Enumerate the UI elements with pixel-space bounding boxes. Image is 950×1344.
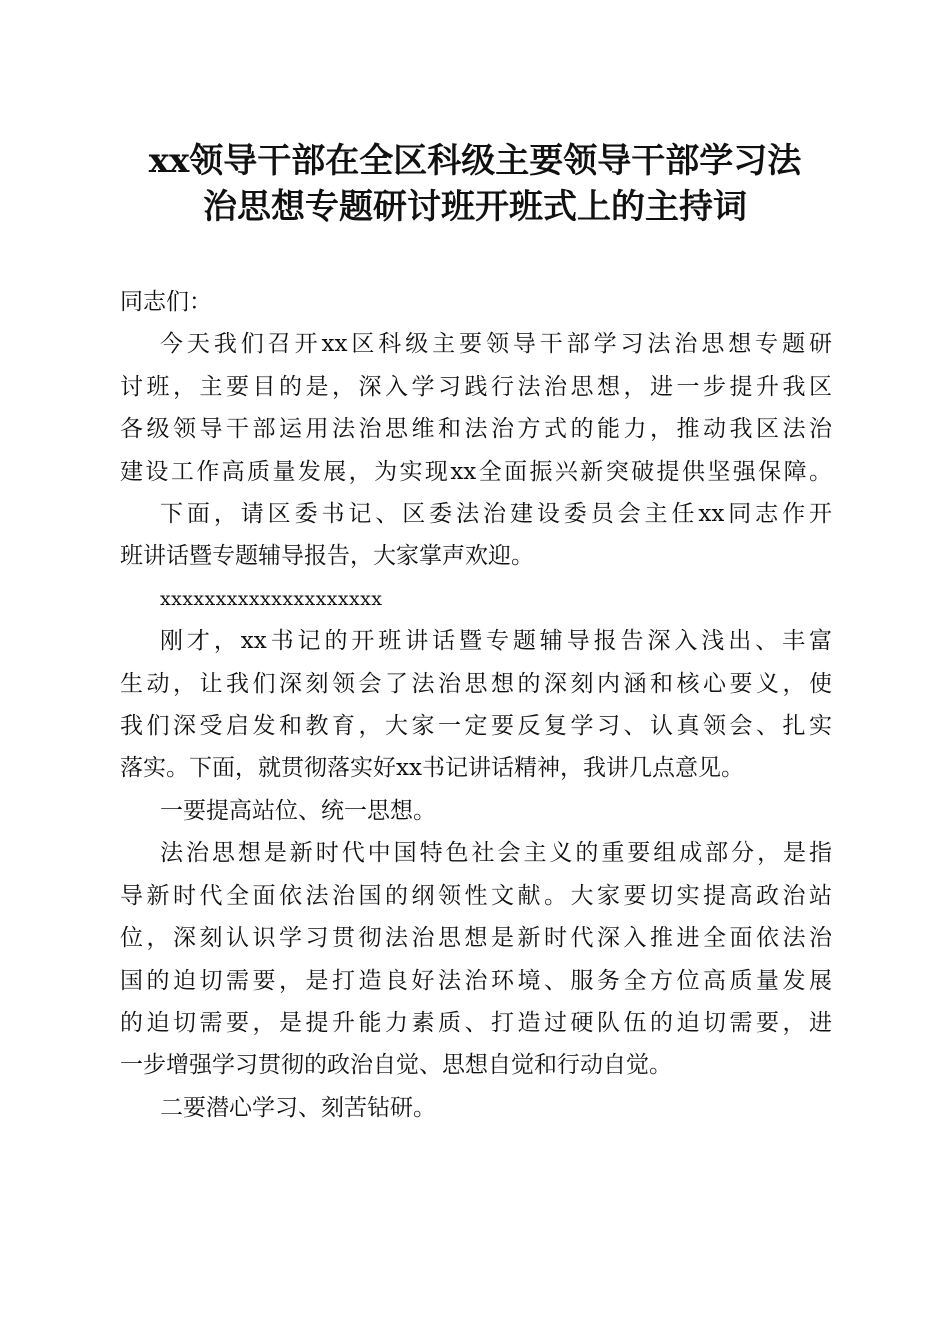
paragraph-line: 各级领导干部运用法治思维和法治方式的能力，推动我区法治: [120, 416, 832, 443]
placeholder-line: xxxxxxxxxxxxxxxxxxxx: [160, 587, 383, 610]
paragraph-line: 讨班，主要目的是，深入学习践行法治思想，进一步提升我区: [120, 373, 832, 400]
document-body: [120, 281, 832, 1129]
title-line-1: xx领导干部在全区科级主要领导干部学习法: [148, 141, 802, 181]
paragraph-line: 落实。下面，就贯彻落实好xx书记讲话精神，我讲几点意见。: [120, 755, 744, 782]
salutation: [120, 281, 832, 323]
salutation-text: 同志们：: [120, 289, 212, 315]
paragraph-line: 班讲话暨专题辅导报告，大家掌声欢迎。: [120, 543, 534, 570]
paragraph-line: 位，深刻认识学习贯彻法治思想是新时代深入推进全面依法治: [120, 925, 832, 952]
paragraph-line: 国的迫切需要，是打造良好法治环境、服务全方位高质量发展: [120, 967, 832, 994]
paragraph-placeholder: [120, 578, 832, 620]
paragraph-line: 今天我们召开xx区科级主要领导干部学习法治思想专题研: [160, 331, 832, 358]
paragraph-2: [120, 493, 832, 578]
paragraph-line: 的迫切需要，是提升能力素质、打造过硬队伍的迫切需要，进: [120, 1009, 832, 1036]
paragraph-line: 生动，让我们深刻领会了法治思想的深刻内涵和核心要义，使: [120, 670, 832, 697]
section-heading-text: 一要提高站位、统一思想。: [160, 797, 436, 824]
section-heading-text: 二要潜心学习、刻苦钻研。: [160, 1094, 436, 1121]
title-line-2: 治思想专题研讨班开班式上的主持词: [203, 187, 747, 227]
document-title: [100, 138, 850, 230]
section-heading-1: [120, 790, 832, 832]
section-heading-2: [120, 1087, 832, 1129]
paragraph-1: [120, 323, 832, 493]
paragraph-line: 导新时代全面依法治国的纲领性文献。大家要切实提高政治站: [120, 882, 832, 909]
paragraph-line: 我们深受启发和教育，大家一定要反复学习、认真领会、扎实: [120, 713, 832, 740]
paragraph-line: 刚才，xx书记的开班讲话暨专题辅导报告深入浅出、丰富: [160, 628, 832, 655]
paragraph-line: 一步增强学习贯彻的政治自觉、思想自觉和行动自觉。: [120, 1052, 672, 1079]
paragraph-4: [120, 832, 832, 1086]
paragraph-3: [120, 620, 832, 790]
paragraph-line: 下面，请区委书记、区委法治建设委员会主任xx同志作开: [160, 501, 832, 528]
paragraph-line: 建设工作高质量发展，为实现xx全面振兴新突破提供坚强保障。: [120, 458, 832, 485]
paragraph-line: 法治思想是新时代中国特色社会主义的重要组成部分，是指: [160, 840, 832, 867]
